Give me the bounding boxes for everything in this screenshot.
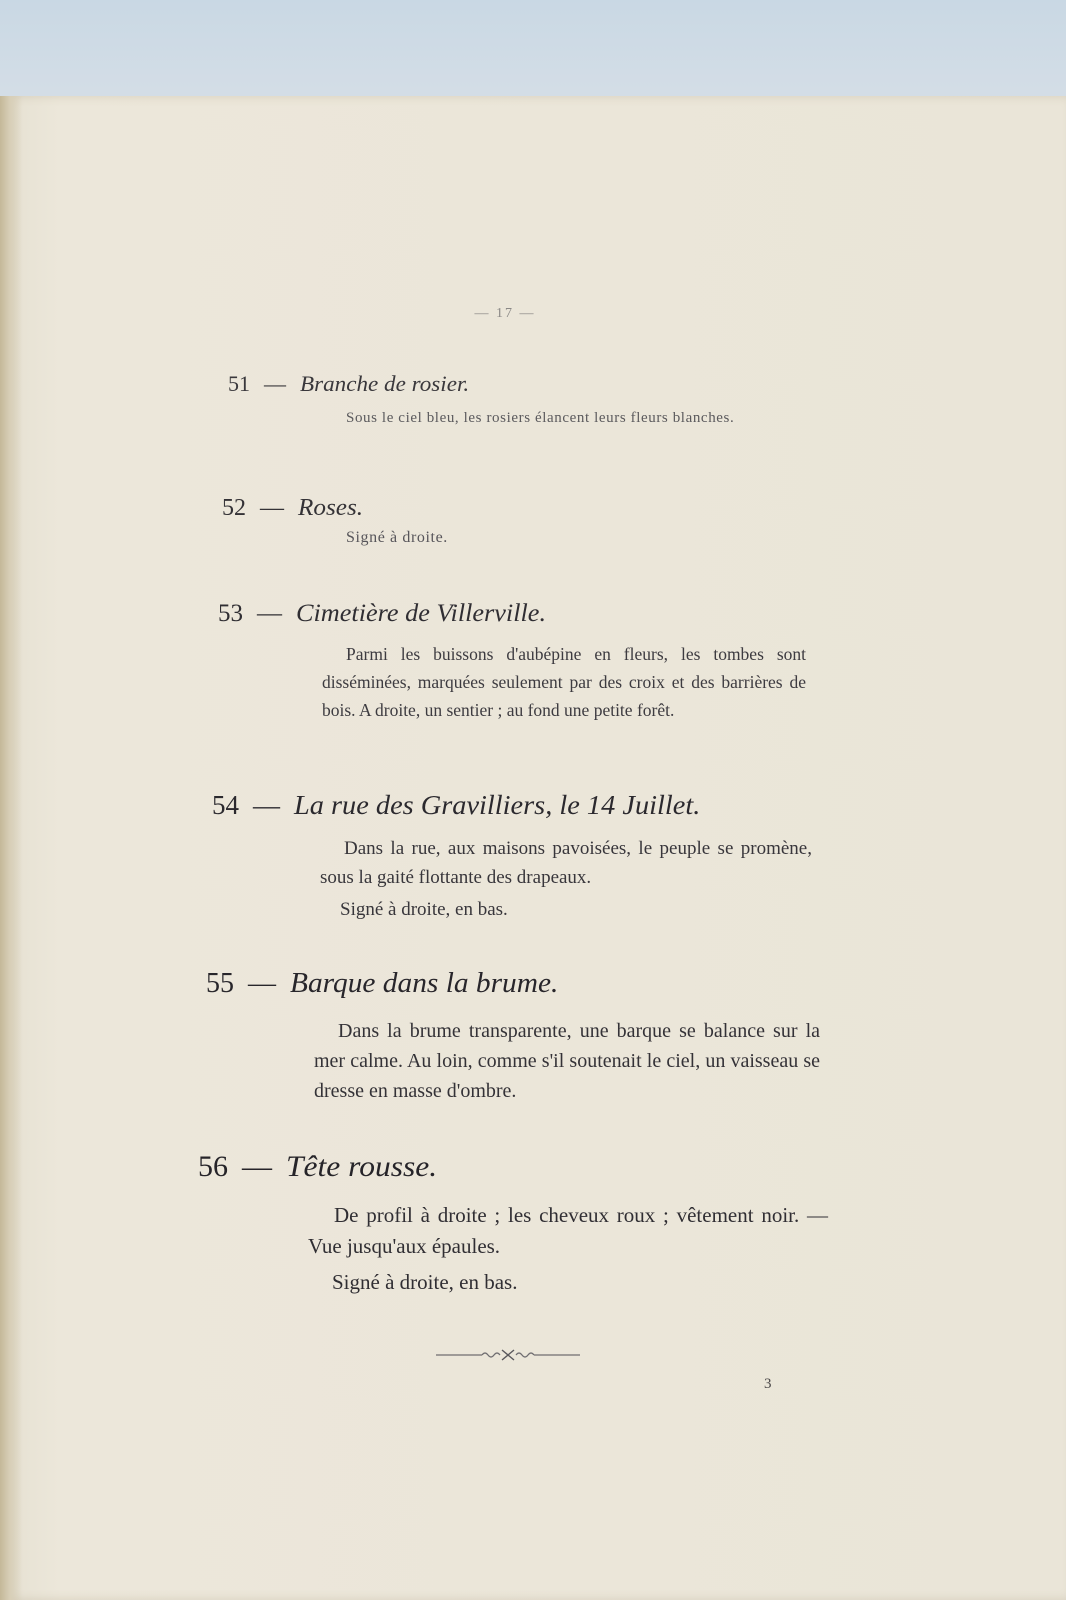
entry-signature-note: Signé à droite, en bas. xyxy=(340,899,508,920)
entry-number: 56 xyxy=(198,1150,228,1183)
entry-title: Tête rousse. xyxy=(286,1150,438,1183)
entry-dash: — xyxy=(257,600,282,627)
entry-number: 53 xyxy=(218,600,243,627)
entry-dash: — xyxy=(242,1150,272,1183)
catalogue-entry-56 xyxy=(198,1148,838,1298)
entry-signature-note: Signé à droite. xyxy=(346,529,448,546)
entry-dash: — xyxy=(253,790,280,820)
signature-mark: 3 xyxy=(764,1376,772,1392)
running-head-page-number: — 17 — xyxy=(474,306,536,321)
entry-title: Barque dans la brume. xyxy=(290,968,559,999)
entry-description: Sous le ciel bleu, les rosiers élancent leurs fleurs blanches. xyxy=(346,410,735,426)
catalogue-entry-55 xyxy=(206,966,826,1106)
entry-dash: — xyxy=(260,495,284,521)
entry-title: La rue des Gravilliers, le 14 Juillet. xyxy=(294,790,701,820)
wavy-rule-ornament-icon xyxy=(436,1346,580,1364)
entry-number: 54 xyxy=(212,790,239,820)
catalogue-entry-51 xyxy=(228,370,798,433)
catalogue-entry-54 xyxy=(212,788,822,924)
entry-title: Branche de rosier. xyxy=(300,371,470,396)
entry-description: De profil à droite ; les cheveux roux ; vêtement noir. — Vue jusqu'aux épaules. xyxy=(308,1203,828,1258)
entry-dash: — xyxy=(248,968,276,999)
entry-title: Roses. xyxy=(298,495,364,521)
entry-title: Cimetière de Villerville. xyxy=(296,600,547,627)
entry-number: 51 xyxy=(228,371,250,396)
entry-description: Dans la brume transparente, une barque se balance sur la mer calme. Au loin, comme s'il soutenait le ciel, un vaisseau se dresse en masse d'ombre. xyxy=(314,1020,820,1102)
catalogue-entry-52 xyxy=(222,493,782,547)
entry-dash: — xyxy=(264,371,286,396)
entry-description: Parmi les buissons d'aubépine en fleurs, les tombes sont disséminées, marquées seulement par des croix et des barrières de bois. A droite, un sentier ; au fond une petite forêt. xyxy=(322,644,806,720)
entry-description: Dans la rue, aux maisons pavoisées, le peuple se promène, sous la gaité flottante des drapeaux. xyxy=(320,838,812,888)
entry-signature-note: Signé à droite, en bas. xyxy=(332,1270,518,1294)
catalogue-entry-53 xyxy=(218,598,808,724)
entry-number: 55 xyxy=(206,968,234,999)
entry-number: 52 xyxy=(222,495,246,521)
